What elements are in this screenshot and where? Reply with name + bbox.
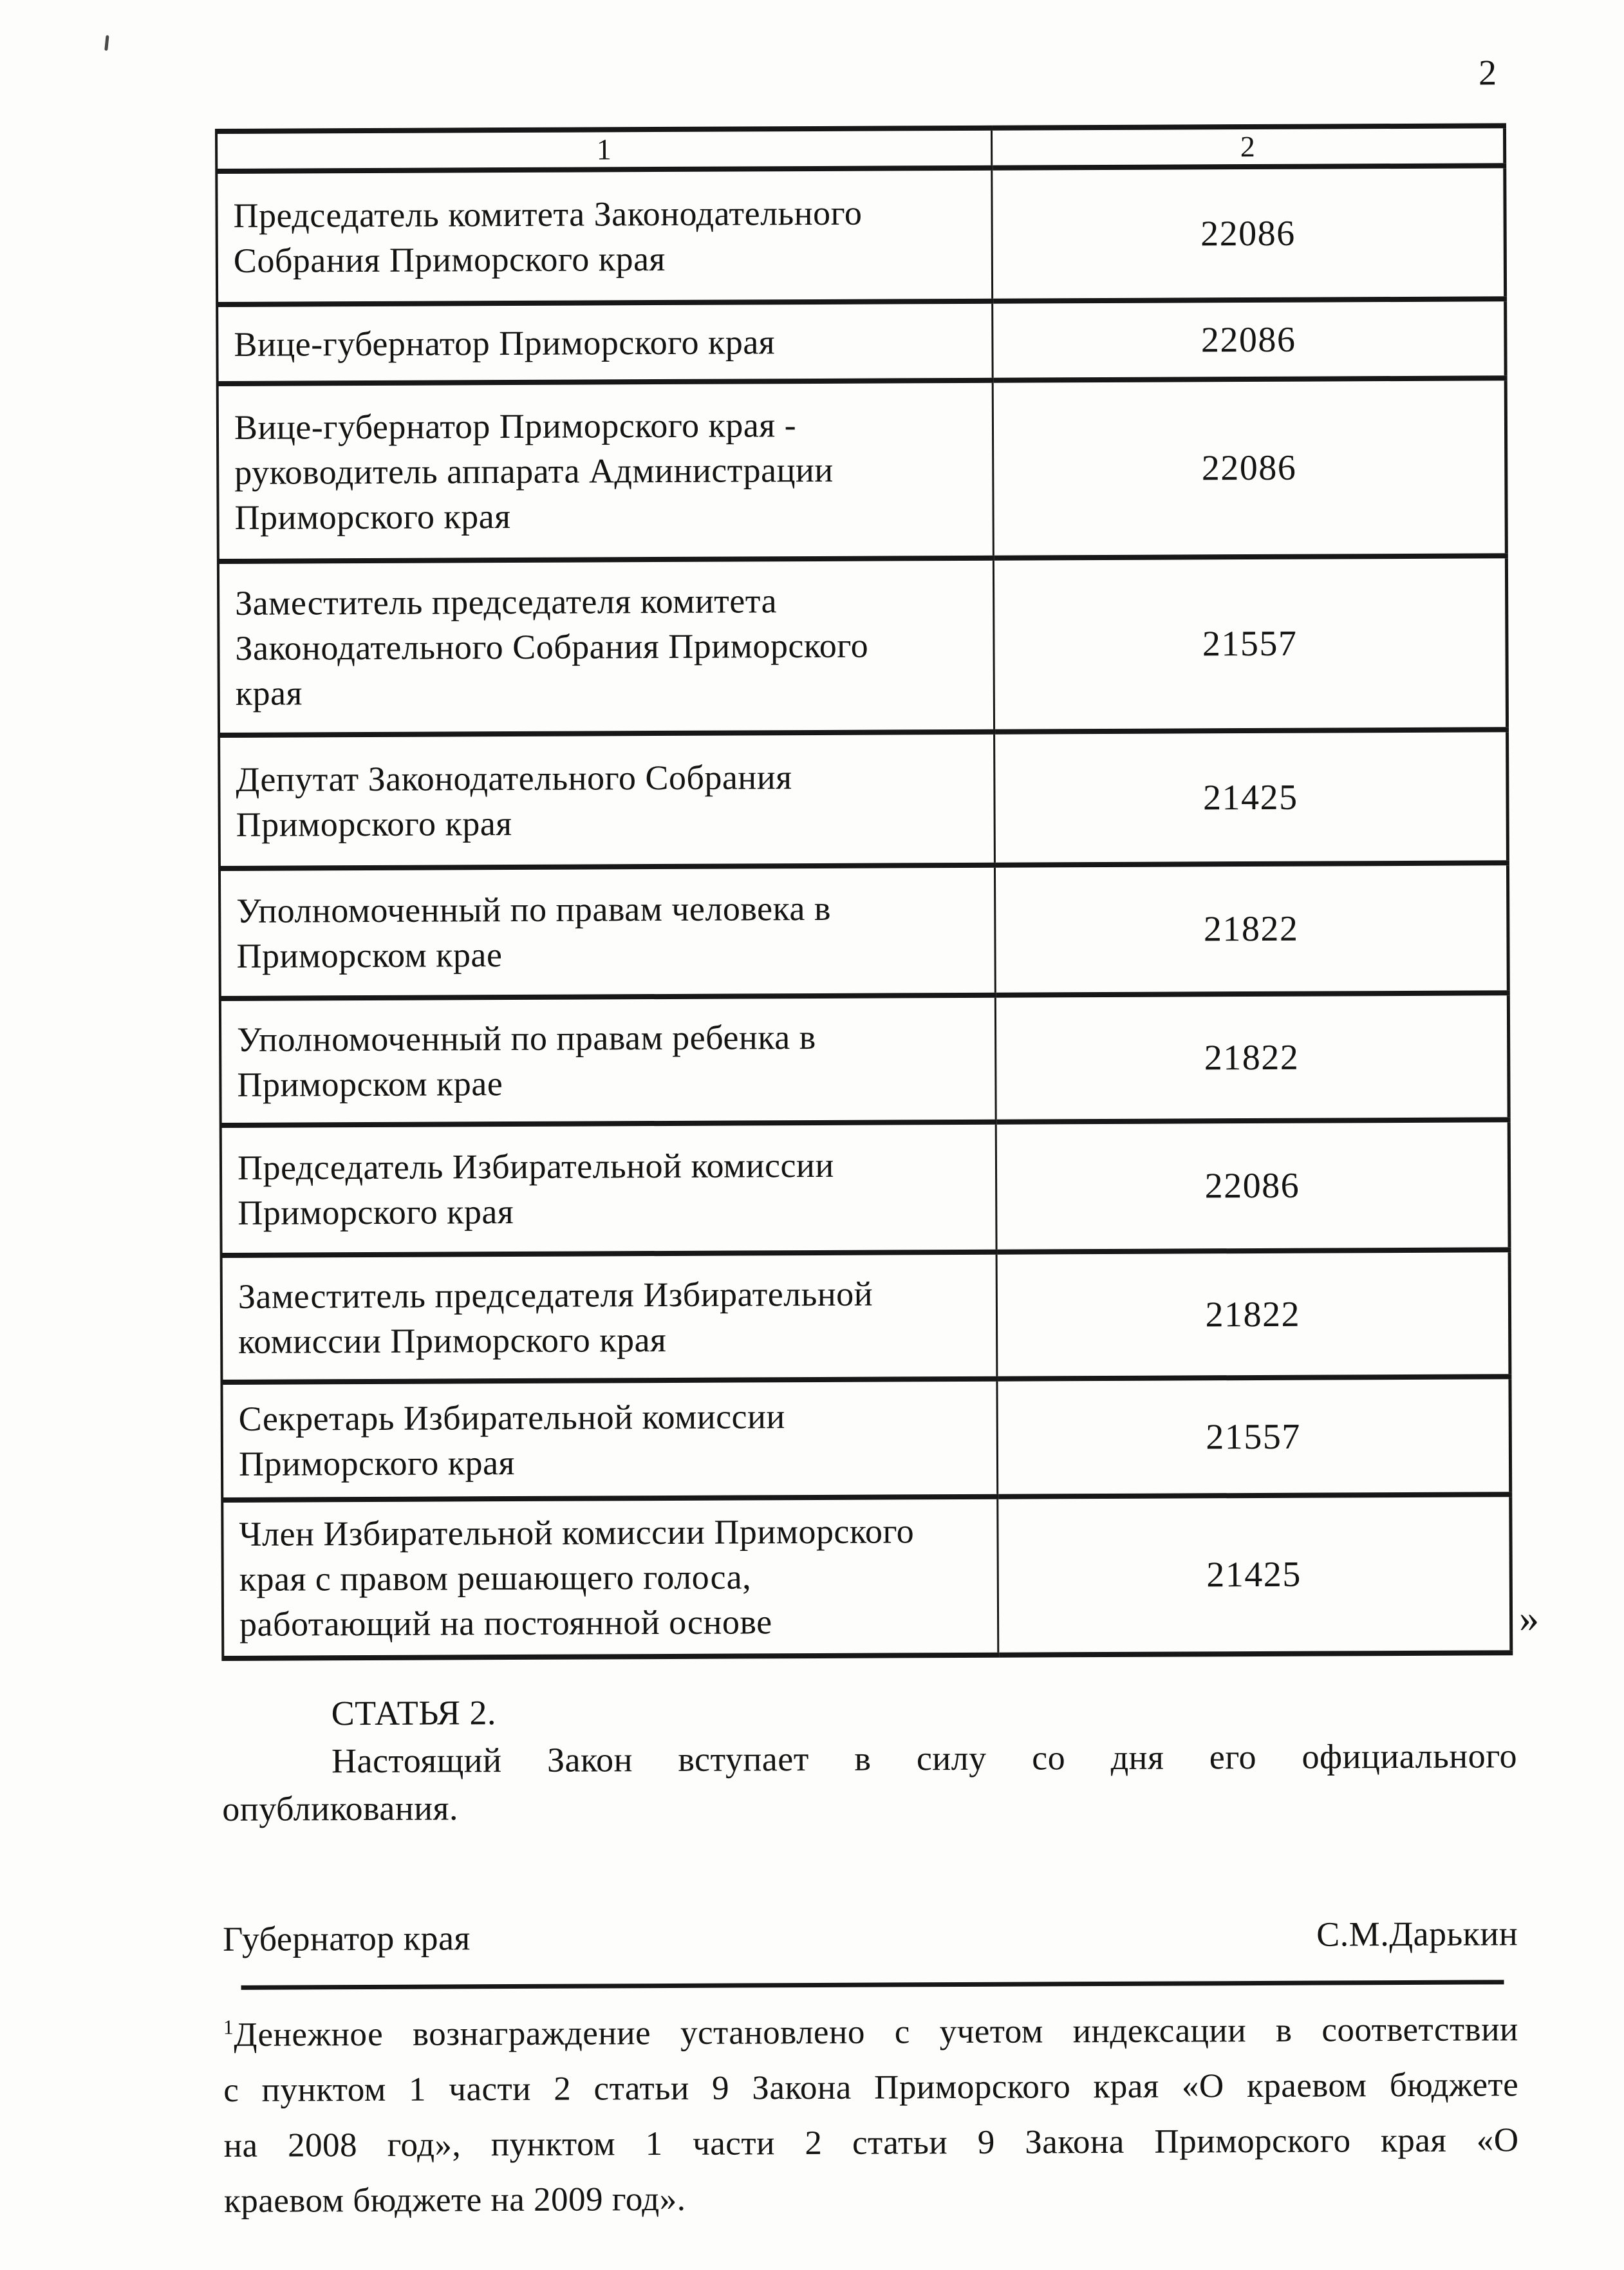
salary-value-cell: 21557 bbox=[993, 556, 1507, 731]
article-text-line: Настоящий Закон вступает в силу со дня его официального bbox=[331, 1736, 1518, 1781]
salary-table-header bbox=[216, 126, 1505, 171]
table-row bbox=[221, 1250, 1510, 1382]
table-row bbox=[218, 556, 1507, 735]
page-number: 2 bbox=[1478, 53, 1498, 93]
table-row bbox=[220, 993, 1509, 1125]
salary-value-cell: 21822 bbox=[994, 863, 1508, 995]
table-row bbox=[216, 165, 1505, 305]
salary-table bbox=[215, 123, 1513, 1661]
position-cell: Председатель комитета Законодательного Собрания Приморского края bbox=[216, 168, 992, 305]
table-row bbox=[221, 1376, 1510, 1500]
position-cell: Секретарь Избирательной комиссии Приморского края bbox=[221, 1379, 997, 1500]
table-row bbox=[218, 378, 1507, 561]
position-cell: Депутат Законодательного Собрания Приморского края bbox=[219, 732, 994, 868]
position-cell: Член Избирательной комиссии Приморского края с правом решающего голоса, работающий на постоянной основе bbox=[222, 1497, 998, 1658]
position-cell: Уполномоченный по правам ребенка в Приморском крае bbox=[220, 995, 996, 1125]
table-row bbox=[221, 1120, 1509, 1255]
salary-value-cell: 21822 bbox=[996, 1250, 1510, 1378]
footnote-line: на 2008 год», пунктом 1 части 2 статьи 9 Закона Приморского края «О bbox=[223, 2121, 1519, 2164]
position-cell: Заместитель председателя Избирательной комиссии Приморского края bbox=[221, 1252, 997, 1382]
footnote-divider bbox=[241, 1980, 1504, 1990]
footnote-line: с пунктом 1 части 2 статьи 9 Закона Приморского края «О краевом бюджете bbox=[223, 2066, 1519, 2109]
salary-value-cell: 22086 bbox=[993, 378, 1507, 558]
position-cell: Председатель Избирательной комиссии Приморского края bbox=[221, 1122, 996, 1255]
signature-row bbox=[223, 1913, 1518, 1960]
column-header-value: 2 bbox=[991, 126, 1505, 167]
table-header-row bbox=[216, 126, 1505, 171]
position-cell: Вице-губернатор Приморского края bbox=[217, 301, 993, 384]
salary-value-cell: 22086 bbox=[996, 1120, 1509, 1252]
salary-value-cell: 22086 bbox=[991, 165, 1505, 301]
salary-value-cell: 21822 bbox=[995, 993, 1509, 1121]
footnote-text: Денежное вознаграждение установлено с учетом индексации в соответствии bbox=[234, 2011, 1518, 2054]
salary-value-cell: 21425 bbox=[997, 1494, 1511, 1655]
footnote bbox=[223, 2002, 1519, 2229]
table-row bbox=[219, 729, 1507, 868]
salary-value-cell: 21425 bbox=[994, 729, 1507, 865]
position-cell: Уполномоченный по правам человека в Приморском крае bbox=[219, 865, 995, 999]
article-text-line: опубликования. bbox=[222, 1788, 459, 1829]
table-row bbox=[217, 299, 1506, 384]
scan-speck bbox=[104, 35, 109, 51]
salary-value-cell: 22086 bbox=[992, 299, 1506, 380]
column-header-position: 1 bbox=[216, 128, 991, 171]
closing-guillemet: » bbox=[1518, 1597, 1536, 1641]
salary-value-cell: 21557 bbox=[996, 1376, 1510, 1496]
footnote-line bbox=[223, 2002, 1518, 2063]
footnote-marker: 1 bbox=[223, 2016, 234, 2039]
table-row bbox=[219, 863, 1508, 999]
table-row bbox=[222, 1494, 1511, 1658]
position-cell: Заместитель председателя комитета Законодательного Собрания Приморского края bbox=[218, 558, 994, 735]
footnote-line: краевом бюджете на 2009 год». bbox=[223, 2180, 686, 2220]
signature-name: С.М.Дарькин bbox=[1316, 1914, 1518, 1954]
position-cell: Вице-губернатор Приморского края - руководитель аппарата Администрации Приморского края bbox=[218, 380, 993, 561]
article-heading: СТАТЬЯ 2. bbox=[331, 1693, 497, 1733]
table-body bbox=[216, 165, 1511, 1658]
article-2-block bbox=[222, 1684, 1518, 1833]
signature-title: Губернатор края bbox=[223, 1918, 471, 1958]
